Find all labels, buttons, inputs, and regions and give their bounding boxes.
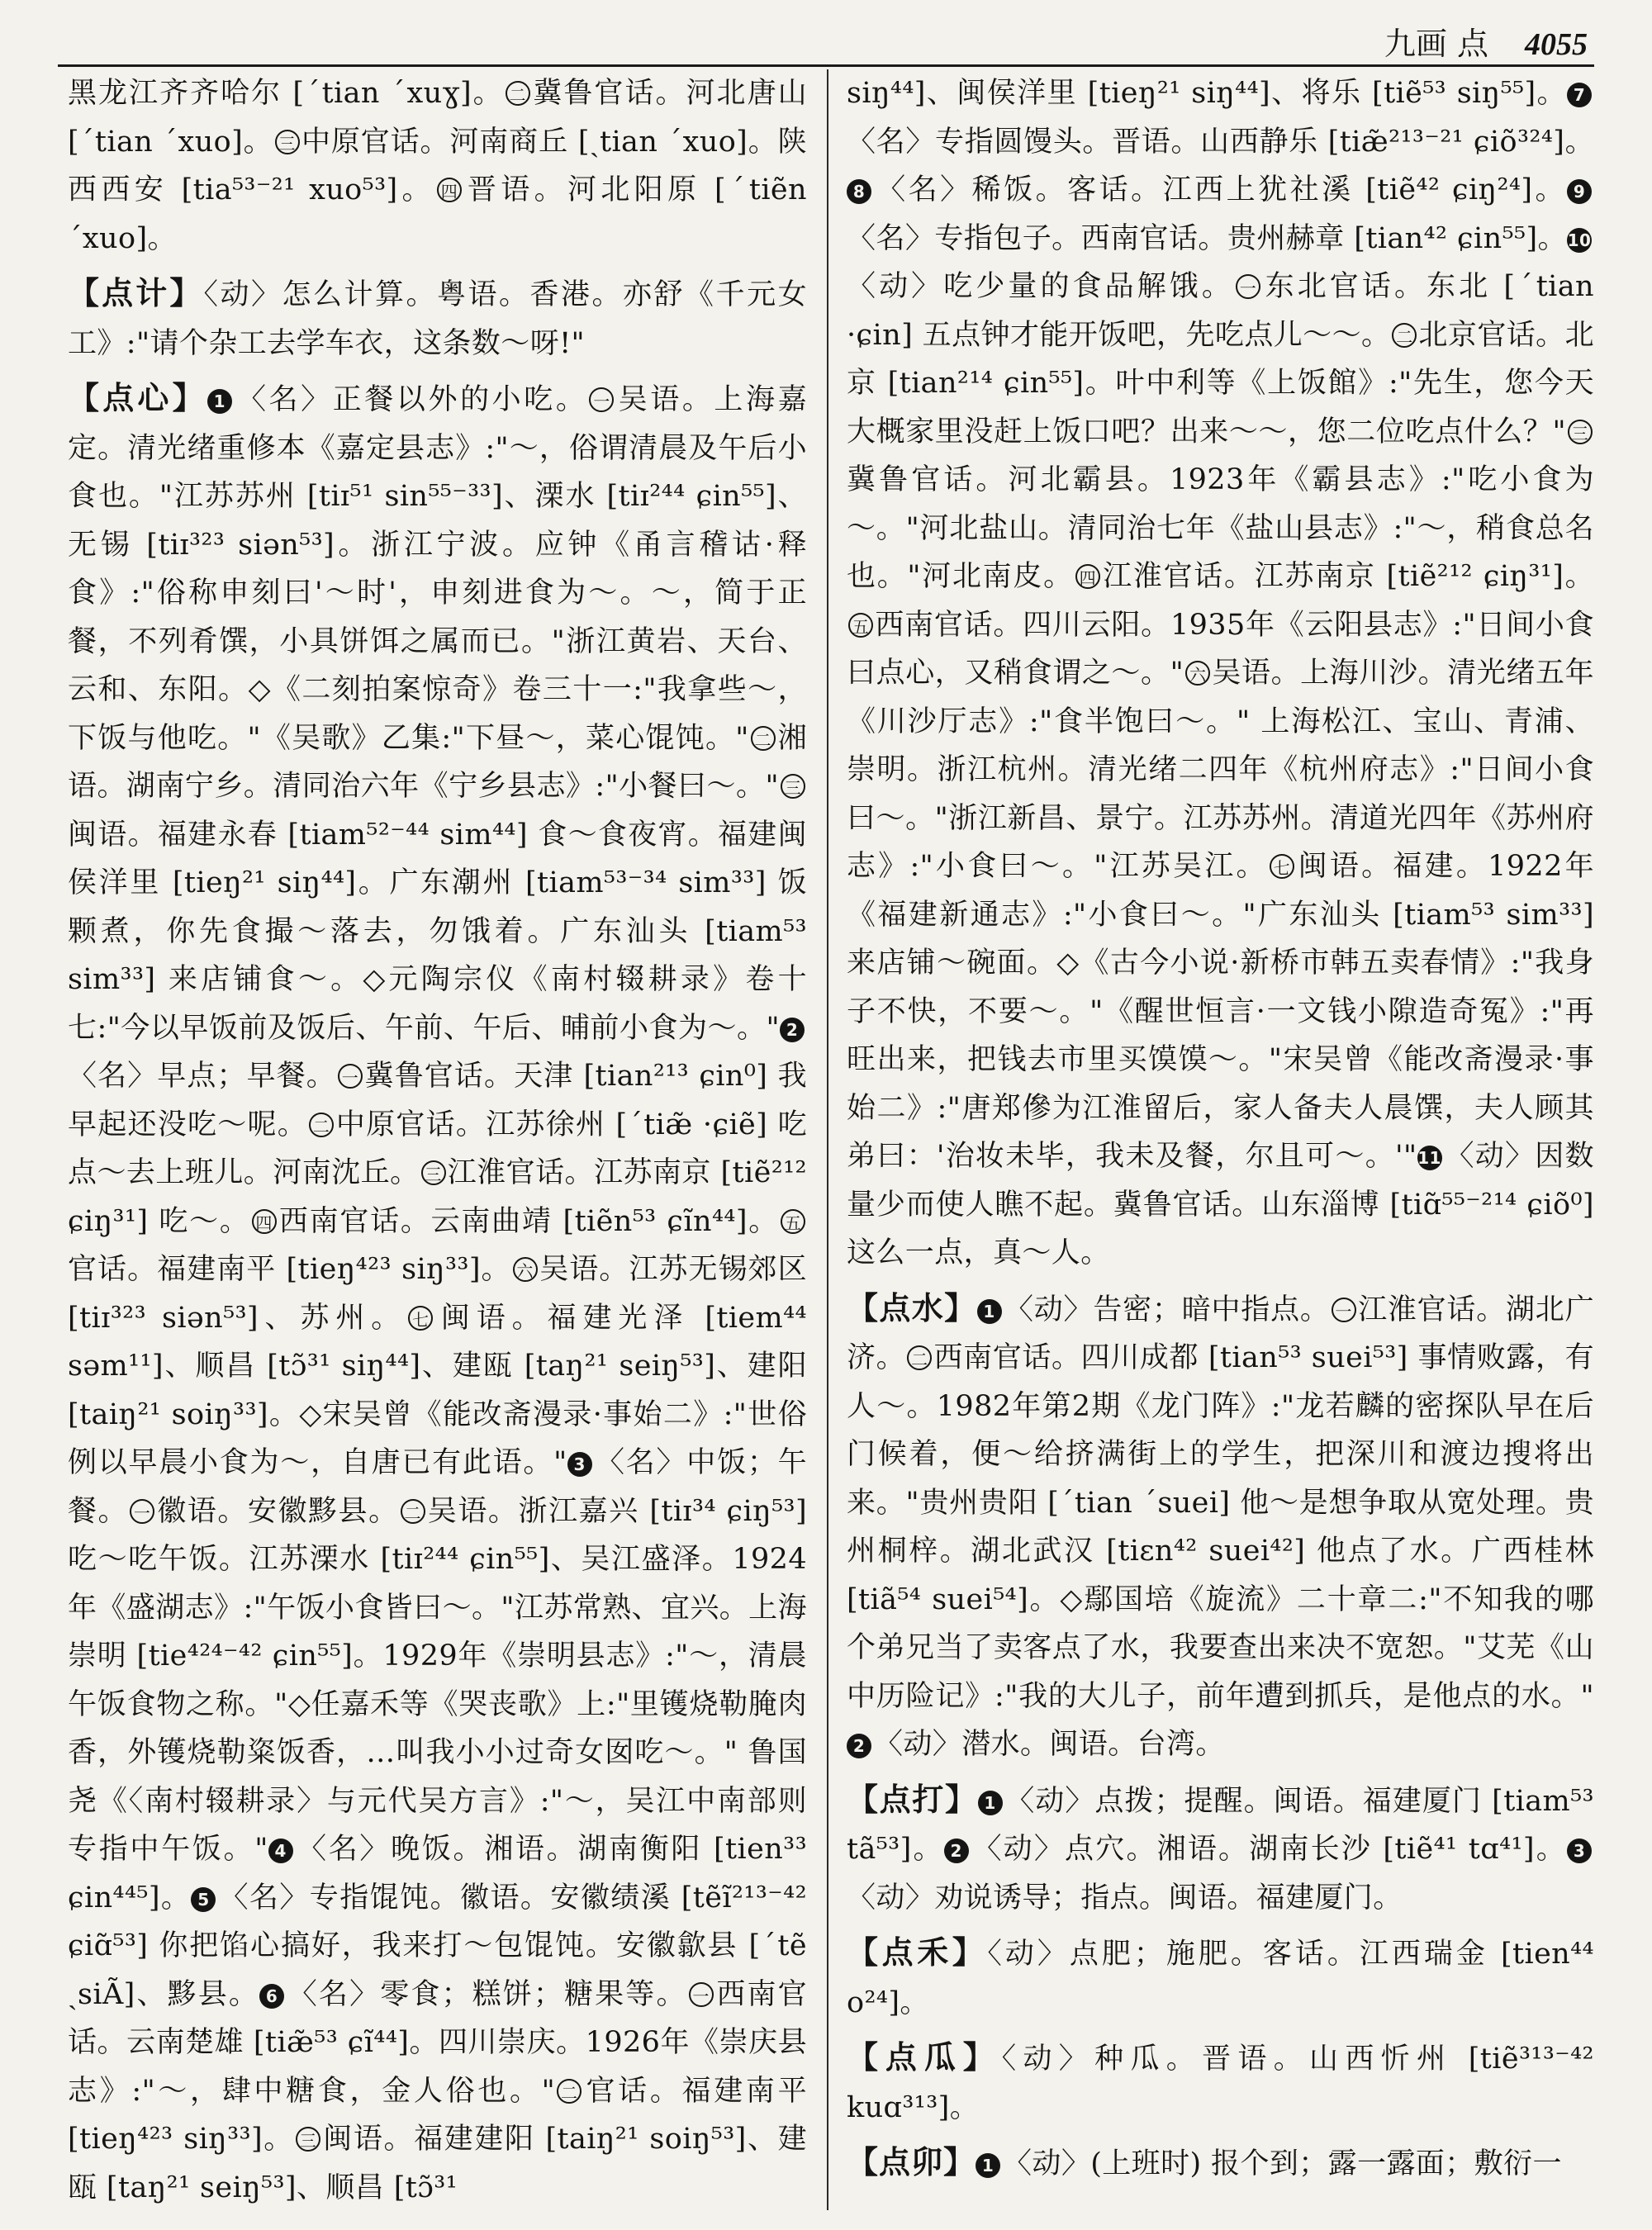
dialect-group-marker: 七 — [1270, 854, 1294, 879]
dialect-group-marker: 二 — [506, 81, 530, 106]
dialect-group-marker: 二 — [907, 1345, 932, 1370]
entry-text: 黑龙江齐齐哈尔 [ˊtian ˊxuɣ]。 — [68, 77, 504, 110]
entry-text: 〈动〉种瓜。晋语。山西忻州 [tiẽ³¹³⁻⁴² kuɑ³¹³]。 — [847, 2043, 1594, 2124]
entry-text: 〈名〉稀饭。客话。江西上犹社溪 [tiẽ⁴² ɕiŋ²⁴]。 — [874, 173, 1567, 206]
entry-text: 〈名〉零食；糕饼；糖果等。 — [287, 1977, 687, 2011]
dialect-group-marker: 一 — [1332, 1298, 1356, 1322]
entry-text: 〈动〉(上班时) 报个到；露一露面；敷衍一 — [1003, 2147, 1562, 2180]
dialect-group-marker: 五 — [781, 1209, 805, 1234]
entry-text: 闽语。福建永春 [tiam⁵²⁻⁴⁴ sim⁴⁴] 食～食夜宵。福建闽侯洋里 [tieŋ²¹ siŋ⁴⁴]。广东潮州 [tiam⁵³⁻³⁴ sim³³] 饭颗煮，你先食撮～落去，勿饿着。广东汕头 [tiam⁵³ sim³³] 来店铺食～。◇元陶宗仪《南村辍耕录》卷十七:"今以早饭前及饭后、午前、午后、晡前小食为～。" — [68, 818, 807, 1045]
dialect-group-marker: 七 — [408, 1306, 433, 1331]
entry-text: siŋ⁴⁴]、闽侯洋里 [tieŋ²¹ siŋ⁴⁴]、将乐 [tiẽ⁵³ siŋ⁵⁵]。 — [847, 77, 1567, 110]
entry-text: 〈动〉怎么计算。粤语。香港。亦舒《千元女工》:"请个杂工去学车衣，这条数～呀!" — [68, 278, 807, 360]
sense-number: 2 — [944, 1839, 969, 1863]
running-head — [1384, 18, 1588, 62]
entry-headword: 【点瓜】 — [847, 2038, 1002, 2076]
entry-text: 〈名〉专指包子。西南官话。贵州赫章 [tian⁴² ɕin⁵⁵]。 — [847, 221, 1567, 255]
entry-text: 中原官话。河南商丘 [ˏtian ˊxuo]。陕西西安 [tia⁵³⁻²¹ xuo⁵³]。 — [68, 125, 807, 206]
entry-text: 闽语。福建。1922年《福建新通志》:"小食曰～。"广东汕头 [tiam⁵³ sim³³] 来店铺～碗面。◇《古今小说·新桥市韩五卖春情》:"我身子不快，不要～。"《醒世恒言·一文钱小隙造奇冤》:"再旺出来，把钱去市里买馍馍～。"宋吴曾《能改斋漫录·事始二》:"唐郑傪为江淮留后，家人备夫人晨馔，夫人顾其弟曰：'治妆未毕，我未及餐，尔且可～。'" — [847, 850, 1594, 1173]
sense-number: 5 — [191, 1887, 216, 1912]
dialect-group-marker: 三 — [421, 1160, 446, 1185]
sense-number: 9 — [1567, 179, 1592, 204]
entry-text: 吴语。浙江嘉兴 [tiɪ³⁴ ɕiŋ⁵³] 吃～吃午饭。江苏溧水 [tiɪ²⁴⁴ ɕin⁵⁵]、吴江盛泽。1924年《盛湖志》:"午饭小食皆曰～。"江苏常熟、宜兴。上海崇明 [tie⁴²⁴⁻⁴² ɕin⁵⁵]。1929年《崇明县志》:"～，清晨午饭食物之称。"◇任嘉禾等《哭丧歌》上:"里镬烧勒腌肉香，外镬烧勒粢饭香，…叫我小小过奇女囡吃～。" 鲁国尧《〈南村辍耕录〉与元代吴方言》:"～，吴江中南部则专指中午饭。" — [68, 1494, 807, 1866]
entry-text: 〈动〉因数量少而使人瞧不起。冀鲁官话。山东淄博 [tiɑ̃⁵⁵⁻²¹⁴ ɕiõ⁰] 这么一点，真～人。 — [847, 1140, 1594, 1269]
dialect-group-marker: 三 — [1568, 420, 1593, 444]
entry-text: 闽语。福建光泽 [tiem⁴⁴ səm¹¹]、顺昌 [tɔ̃³¹ siŋ⁴⁴]、建瓯 [taŋ²¹ seiŋ⁵³]、建阳 [taiŋ²¹ soiŋ³³]。◇宋吴曾《能改斋漫录·事始二》:"世俗例以早晨小食为～，自唐已有此语。" — [68, 1301, 807, 1479]
sense-number: 3 — [567, 1452, 592, 1477]
entry-text: 吴语。上海川沙。清光绪五年《川沙厅志》:"食半饱曰～。" 上海松江、宝山、青浦、崇明。浙江杭州。清光绪二四年《杭州府志》:"日间小食曰～。"浙江新昌、景宁。江苏苏州。清道光四年《苏州府志》:"小食曰～。"江苏吴江。 — [847, 657, 1594, 883]
dialect-group-marker: 四 — [1075, 564, 1100, 589]
dialect-group-marker: 一 — [338, 1064, 363, 1089]
sense-number: 7 — [1567, 83, 1592, 107]
entry-text: 北京官话。北京 [tian²¹⁴ ɕin⁵⁵]。叶中利等《上饭館》:"先生，您今天大概家里没赶上饭口吧？出来～～，您二位吃点什么？" — [847, 318, 1594, 448]
sense-number: 3 — [1567, 1839, 1592, 1863]
dialect-group-marker: 六 — [1185, 661, 1210, 686]
dictionary-entry — [68, 374, 807, 2210]
dialect-group-marker: 一 — [689, 1982, 714, 2007]
entry-text: 吴语。上海嘉定。清光绪重修本《嘉定县志》:"～，俗谓清晨及午后小食也。"江苏苏州 [tiɪ⁵¹ sin⁵⁵⁻³³]、溧水 [tiɪ²⁴⁴ ɕin⁵⁵]、无锡 [tiɪ³²³ siən⁵³]。浙江宁波。应钟《甬言稽诂·释食》:"俗称申刻曰'～时'，申刻进食为～。～，简于正餐，不列肴馔，小具饼饵之属而已。"浙江黄岩、天台、云和、东阳。◇《二刻拍案惊奇》卷三十一:"我拿些～，下饭与他吃。"《吴歌》乙集:"下昼～，菜心馄饨。" — [68, 383, 807, 755]
dialect-group-marker: 一 — [1236, 274, 1260, 299]
entry-text: 官话。福建南平 [tieŋ⁴²³ siŋ³³]。 — [68, 2074, 807, 2156]
dialect-group-marker: 一 — [589, 387, 614, 412]
sense-number: 2 — [780, 1018, 805, 1042]
entry-text: 中原官话。江苏徐州 [ˊtiæ̃ ·ɕiẽ] 吃点～去上班儿。河南沈丘。 — [68, 1108, 807, 1189]
dialect-group-marker: 六 — [513, 1257, 538, 1282]
sense-number: 1 — [978, 1791, 1003, 1815]
entry-text: 〈名〉早点；早餐。 — [68, 1060, 336, 1093]
section-title: 九画 点 — [1384, 26, 1488, 62]
entry-text: 〈名〉晚饭。湘语。湖南衡阳 [tien³³ ɕin⁴⁴⁵]。 — [68, 1833, 807, 1914]
entry-text: 江淮官话。江苏南京 [tiẽ²¹² ɕiŋ³¹] 吃～。 — [68, 1156, 807, 1238]
sense-number: 6 — [259, 1984, 284, 2009]
entry-text: 晋语。河北阳原 [ˊtiẽn ˊxuo]。 — [68, 173, 807, 255]
entry-text: 〈名〉中饭；午餐。 — [68, 1446, 807, 1528]
entry-text: 吴语。江苏无锡郊区 [tiɪ³²³ siən⁵³]、苏州。 — [68, 1253, 807, 1335]
entry-text: 西南官话。云南曲靖 [tiẽn⁵³ ɕĩn⁴⁴]。 — [278, 1204, 779, 1238]
dictionary-entry — [847, 1776, 1594, 1923]
dialect-group-marker: 二 — [401, 1499, 425, 1524]
entry-text: 〈动〉点肥；施肥。客话。江西瑞金 [tien⁴⁴ o²⁴]。 — [847, 1938, 1594, 2019]
left-column — [68, 69, 807, 2210]
entry-headword: 【点禾】 — [847, 1933, 988, 1971]
entry-text: 冀鲁官话。河北唐山 [ˊtian ˊxuo]。 — [68, 77, 807, 159]
entry-text: 〈动〉潜水。闽语。台湾。 — [874, 1728, 1225, 1761]
entry-text: 徽语。安徽黟县。 — [156, 1494, 399, 1528]
entry-text: 〈动〉吃少量的食品解饿。 — [847, 270, 1234, 303]
entry-continuation — [68, 69, 807, 263]
dialect-group-marker: 四 — [437, 178, 462, 202]
sense-number: 1 — [976, 2153, 1000, 2178]
sense-number: 1 — [977, 1299, 1002, 1324]
entry-headword: 【点卯】 — [847, 2143, 976, 2180]
entry-text: 西南官话。四川成都 [tian⁵³ suei⁵³] 事情败露，有人～。1982年第2期《龙门阵》:"龙若麟的密探队早在后门候着，便～给挤满街上的学生，把深川和渡边搜将出来。"贵州贵阳 [ˊtian ˊsuei] 他～是想争取从宽处理。贵州桐梓。湖北武汉 [tiɛn⁴² suei⁴²] 他点了水。广西桂林 [tiã⁵⁴ suei⁵⁴]。◇鄢国培《旋流》二十章二:"不知我的哪个弟兄当了卖客点了水，我要查出来决不宽恕。"艾芜《山中历险记》:"我的大儿子，前年遭到抓兵，是他点的水。" — [847, 1341, 1594, 1713]
dialect-group-marker: 二 — [1392, 323, 1417, 348]
dictionary-entry — [847, 1929, 1594, 2027]
entry-text: 〈名〉专指圆馒头。晋语。山西静乐 [tiæ̃²¹³⁻²¹ ɕiõ³²⁴]。 — [847, 125, 1594, 159]
entry-text: 〈动〉劝说诱导；指点。闽语。福建厦门。 — [847, 1881, 1403, 1914]
sense-number: 1 — [207, 389, 232, 414]
entry-text: 湘语。湖南宁乡。清同治六年《宁乡县志》:"小餐曰～。" — [68, 721, 807, 803]
dialect-group-marker: 三 — [781, 774, 805, 799]
dialect-group-marker: 三 — [296, 2127, 320, 2152]
right-column — [847, 69, 1594, 2210]
entry-text: 冀鲁官话。天津 [tian²¹³ ɕin⁰] 我早起还没吃～呢。 — [68, 1060, 807, 1141]
entry-text: 〈动〉点穴。湘语。湖南长沙 [tiẽ⁴¹ tɑ⁴¹]。 — [971, 1833, 1567, 1866]
dialect-group-marker: 三 — [275, 130, 300, 154]
entry-headword: 【点心】 — [68, 379, 207, 416]
dictionary-entry — [68, 269, 807, 368]
header-rule — [58, 64, 1594, 67]
entry-headword: 【点打】 — [847, 1780, 978, 1818]
dialect-group-marker: 二 — [557, 2079, 582, 2104]
entry-text: 西南官话。云南楚雄 [tiæ̃⁵³ ɕĩ⁴⁴]。四川崇庆。1926年《崇庆县志》:"～，肆中糖食，金人俗也。" — [68, 1977, 807, 2108]
dictionary-entry — [847, 2033, 1594, 2132]
sense-number: 11 — [1417, 1146, 1442, 1170]
entry-text: 〈动〉告密；暗中指点。 — [1004, 1293, 1330, 1326]
entry-text: 〈动〉点拨；提醒。闽语。福建厦门 [tiam⁵³ tã⁵³]。 — [847, 1784, 1594, 1866]
entry-text: 江淮官话。湖北广济。 — [847, 1293, 1594, 1374]
column-divider — [827, 69, 828, 2210]
dictionary-entry — [847, 2138, 1594, 2189]
entry-text: 闽语。福建建阳 [taiŋ²¹ soiŋ⁵³]、建瓯 [taŋ²¹ seiŋ⁵³]、顺昌 [tɔ̃³¹ — [68, 2123, 807, 2204]
dictionary-entry — [847, 1284, 1594, 1769]
entry-text: 〈名〉正餐以外的小吃。 — [234, 383, 588, 416]
dialect-group-marker: 四 — [252, 1209, 277, 1234]
dialect-group-marker: 五 — [848, 613, 873, 638]
entry-text: 江淮官话。江苏南京 [tiẽ²¹² ɕiŋ³¹]。 — [1101, 560, 1594, 593]
entry-headword: 【点计】 — [68, 274, 204, 311]
page-number: 4055 — [1525, 27, 1588, 62]
entry-text: 〈名〉专指馄饨。徽语。安徽绩溪 [tẽĩ²¹³⁻⁴² ɕiɑ̃⁵³] 你把馅心搞好，我来打～包馄饨。安徽歙县 [ˊtẽ ˏsiÃ]、黟县。 — [68, 1881, 807, 2011]
sense-number: 10 — [1567, 228, 1592, 253]
sense-number: 2 — [847, 1734, 871, 1758]
entry-text: 西南官话。四川云阳。1935年《云阳县志》:"日间小食曰点心，又稍食谓之～。" — [847, 608, 1594, 690]
entry-text: 官话。福建南平 [tieŋ⁴²³ siŋ³³]。 — [68, 1253, 511, 1286]
dialect-group-marker: 一 — [130, 1499, 154, 1524]
sense-number: 4 — [268, 1839, 293, 1863]
entry-text: 冀鲁官话。河北霸县。1923年《霸县志》:"吃小食为～。"河北盐山。清同治七年《盐山县志》:"～，稍食总名也。"河北南皮。 — [847, 463, 1594, 593]
entry-continuation — [847, 69, 1594, 1278]
entry-headword: 【点水】 — [847, 1288, 977, 1326]
dialect-group-marker: 二 — [751, 726, 776, 751]
sense-number: 8 — [847, 179, 871, 204]
entry-text: 东北官话。东北 [ˊtian ·ɕin] 五点钟才能开饭吧，先吃点儿～～。 — [847, 270, 1594, 352]
dialect-group-marker: 二 — [309, 1113, 334, 1137]
